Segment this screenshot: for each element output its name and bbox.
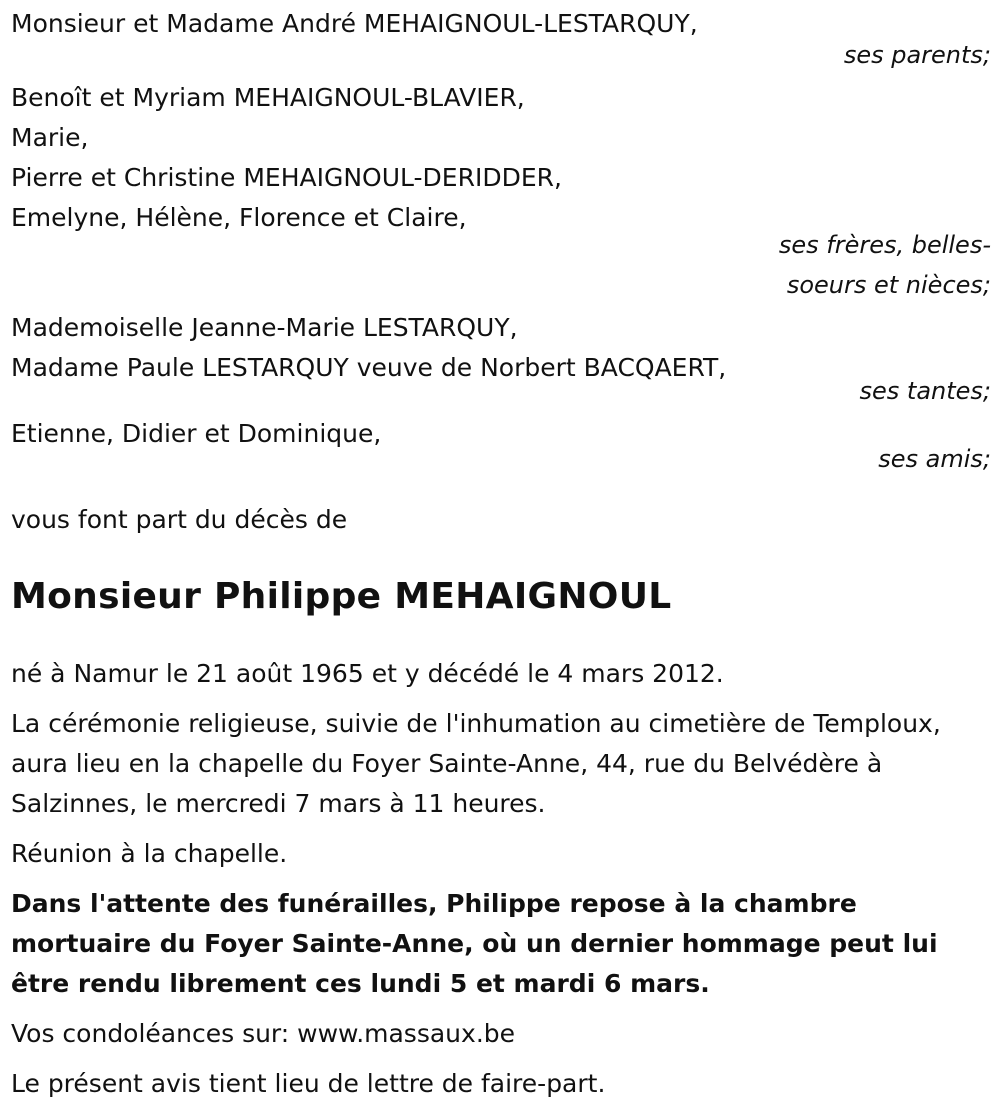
repose-text: Dans l'attente des funérailles, Philippe repose à la chambre mortuaire du Foyer Sainte-Anne, où un dernier hommage peut lui être rendu librement ces lundi 5 et mardi 6 mars. xyxy=(11,889,938,998)
condolences-text: Vos condoléances sur: www.massaux.be xyxy=(11,1019,516,1048)
friends-line: Etienne, Didier et Dominique, xyxy=(11,419,382,448)
aunt-line: Mademoiselle Jeanne-Marie LESTARQUY, xyxy=(11,313,518,342)
parents-label: ses parents; xyxy=(843,41,991,69)
aunts-label: ses tantes; xyxy=(859,377,991,405)
obituary-notice xyxy=(11,4,991,1104)
sibling-line: Marie, xyxy=(11,123,89,152)
friends-label: ses amis; xyxy=(878,445,991,473)
siblings-label-1: ses frères, belles- xyxy=(778,231,991,259)
reunion-text: Réunion à la chapelle. xyxy=(11,839,288,868)
deceased-name: Monsieur Philippe MEHAIGNOUL xyxy=(11,576,672,617)
sibling-line: Benoît et Myriam MEHAIGNOUL-BLAVIER, xyxy=(11,83,525,112)
birth-death-text: né à Namur le 21 août 1965 et y décédé le 4 mars 2012. xyxy=(11,659,724,688)
sibling-line: Pierre et Christine MEHAIGNOUL-DERIDDER, xyxy=(11,163,562,192)
aunt-line: Madame Paule LESTARQUY veuve de Norbert BACQAERT, xyxy=(11,353,727,382)
parents-line: Monsieur et Madame André MEHAIGNOUL-LESTARQUY, xyxy=(11,9,698,38)
intro-text: vous font part du décès de xyxy=(11,505,348,534)
siblings-label-2: soeurs et nièces; xyxy=(786,271,991,299)
ceremony-text: La cérémonie religieuse, suivie de l'inhumation au cimetière de Temploux, aura lieu en la chapelle du Foyer Sainte-Anne, 44, rue du Belvédère à Salzinnes, le mercredi 7 mars à 11 heures. xyxy=(11,709,941,818)
notice-text: Le présent avis tient lieu de lettre de faire-part. xyxy=(11,1069,606,1098)
sibling-line: Emelyne, Hélène, Florence et Claire, xyxy=(11,203,467,232)
